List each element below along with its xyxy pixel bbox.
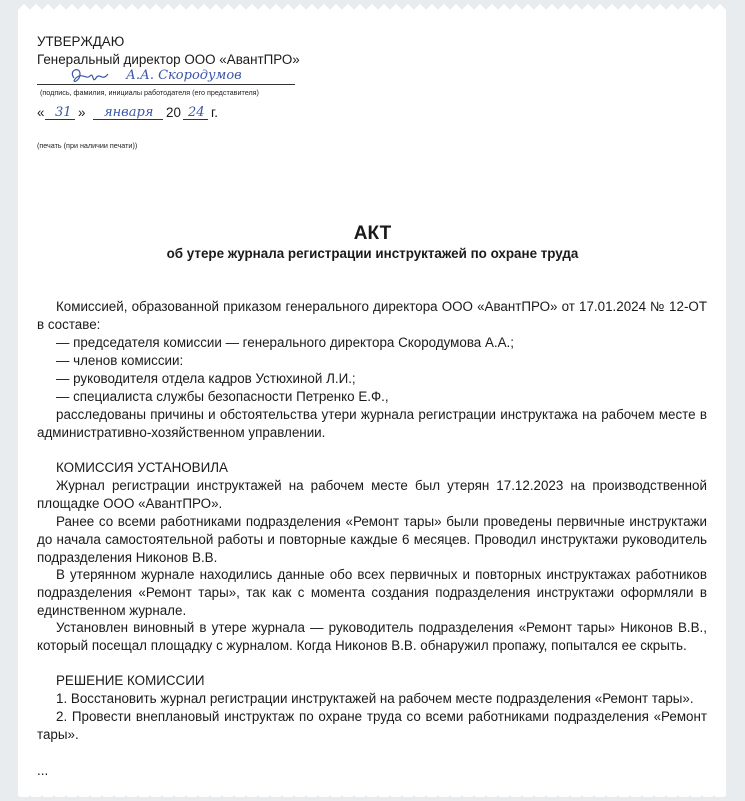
decision-item: 1. Восстановить журнал регистрации инструктажей на рабочем месте подразделения «Ремонт тары». (56, 691, 694, 706)
decision-item: 2. Провести внеплановый инструктаж по охране труда со всеми работниками подразделения «Ремонт тары». (37, 709, 707, 742)
ellipsis: ... (37, 763, 49, 778)
findings-paragraph: Журнал регистрации инструктажей на рабочем месте был утерян 17.12.2023 на производственной площадке ООО «АвантПРО». (37, 478, 707, 511)
commission-conclusion: расследованы причины и обстоятельства утери журнала регистрации инструктажа на рабочем месте в административно-хозяйственном управлении. (37, 407, 707, 440)
date-month: января (104, 105, 154, 120)
approval-heading: УТВЕРЖДАЮ (37, 34, 125, 49)
torn-edge-top (18, 4, 726, 12)
date-year-line (183, 119, 208, 120)
act-title: АКТ (353, 223, 392, 244)
findings-paragraph: В утерянном журнале находились данные обо всех первичных и повторных инструктажах работников подразделения «Ремонт тары», так как с момента создания подразделения инструктажи оформляли в единственном журнале. (37, 567, 707, 618)
signature-caption: (подпись, фамилия, инициалы работодателя (его представителя) (40, 88, 259, 97)
findings-paragraph: Установлен виновный в утере журнала — руководитель подразделения «Ремонт тары» Никонов В.В., который посещал площадку с журналом. Когда Никонов В.В. обнаружил пропажу, попытался ее скрыть. (37, 620, 707, 653)
commission-members-label: — членов комиссии: (56, 353, 184, 368)
commission-intro: Комиссией, образованной приказом генерального директора ООО «АвантПРО» от 17.01.2024 № 12-ОТ в составе: (37, 299, 707, 332)
date-suffix: г. (211, 105, 218, 120)
date-month-line (93, 119, 163, 120)
signature-name: А.А. Скородумов (126, 68, 242, 83)
date-day-line (45, 119, 75, 120)
date-day: 31 (55, 105, 72, 120)
date-year-prefix: 20 (166, 105, 181, 120)
findings-paragraph: Ранее со всеми работниками подразделения «Ремонт тары» были проведены первичные инструктажи до начала самостоятельной работы и повторные каждые 6 месяцев. Проводил инструктажи руководитель подразделения Никонов В.В. (37, 514, 707, 565)
commission-member-chair: — председателя комиссии — генерального директора Скородумова А.А.; (56, 335, 514, 350)
commission-member-hr: — руководителя отдела кадров Устюхиной Л.И.; (56, 371, 356, 386)
signature-line (37, 84, 295, 85)
commission-member-security: — специалиста службы безопасности Петренко Е.Ф., (56, 389, 389, 404)
date-open-quote: « (37, 105, 45, 120)
date-close-quote: » (78, 105, 86, 120)
date-year: 24 (188, 105, 205, 120)
act-subtitle: об утере журнала регистрации инструктажей по охране труда (166, 246, 579, 261)
decision-heading: РЕШЕНИЕ КОМИССИИ (56, 673, 205, 688)
stamp-caption: (печать (при наличии печати)) (37, 141, 138, 150)
torn-edge-bottom (18, 789, 726, 797)
approval-position: Генеральный директор ООО «АвантПРО» (37, 52, 300, 67)
signature-scribble (66, 64, 116, 90)
findings-heading: КОМИССИЯ УСТАНОВИЛА (56, 460, 228, 475)
